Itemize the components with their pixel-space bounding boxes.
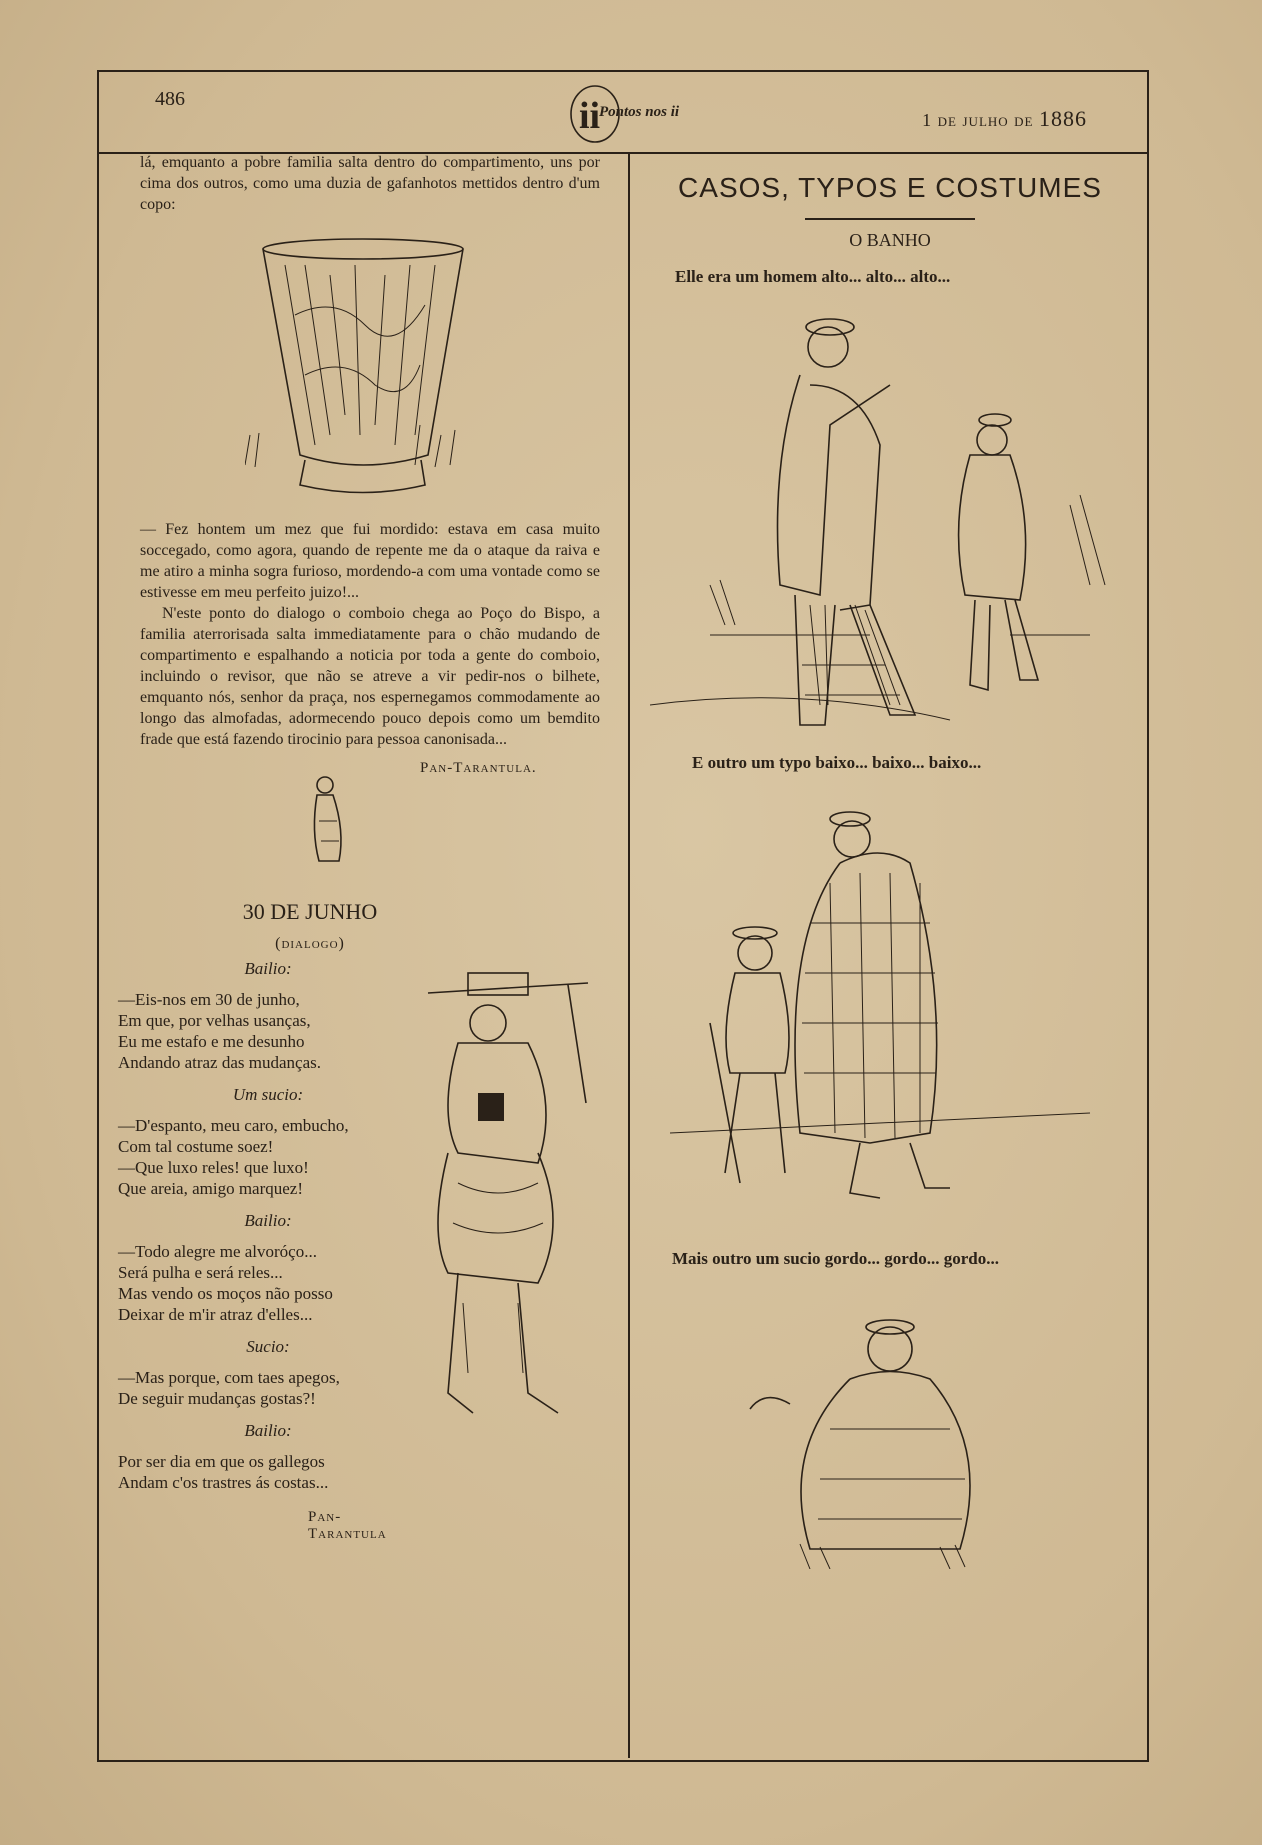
verse-line: —D'espanto, meu caro, embucho, [118,1116,349,1135]
verse-line: Deixar de m'ir atraz d'elles... [118,1305,313,1324]
paragraph-2: N'este ponto do dialogo o comboio chega ao Poço do Bispo, a familia aterrorisada salta immediatamente para o chão mudando de compartimento e espalhando a noticia por toda a gente do comboio, incluindo o revisor, que não se atreve a vir pedir-nos o bilhete, emquanto nós, senhor da praça, nos espernegamos commodamente ao longo das almofadas, adormecendo pouco depois como um bemdito frade que está fazendo tirocinio para pessoa canonisada... [140,605,600,748]
verse-line: Com tal costume soez! [118,1137,274,1156]
verse-line: —Mas porque, com taes apegos, [118,1368,340,1387]
left-column [118,150,600,1543]
masthead-logo [565,76,697,146]
speaker-label: Sucio: [246,1337,290,1356]
caption-fat-man: Mais outro um sucio gordo... gordo... gordo... [672,1249,999,1268]
title-rule [805,218,975,220]
caption-tall-man: Elle era um homem alto... alto... alto... [675,267,951,286]
verse-line: Andam c'os trastres ás costas... [118,1473,329,1492]
speaker-label: Bailio: [244,1211,292,1230]
verse-line: —Todo alegre me alvoróço... [118,1242,317,1261]
column-divider [628,152,630,1758]
section-title: CASOS, TYPOS E COSTUMES [678,172,1102,203]
caption-short-man: E outro um typo baixo... baixo... baixo... [692,753,982,772]
verse-line: Será pulha e será reles... [118,1263,283,1282]
verse-line: Em que, por velhas usanças, [118,1011,311,1030]
verse-line: Por ser dia em que os gallegos [118,1452,325,1471]
signature-1: Pan-Tarantula. [420,760,537,776]
short-man-illustration [670,803,1120,1203]
verse-line: Mas vendo os moços não posso [118,1284,333,1303]
porter-illustration [418,953,598,1433]
verse-line: Que areia, amigo marquez! [118,1179,304,1198]
vignette-illustration [305,771,355,871]
svg-text:ii: ii [579,95,601,137]
verse-line: —Eis-nos em 30 de junho, [118,990,300,1009]
issue-date [922,106,1087,132]
paragraph-1: — Fez hontem um mez que fui mordido: estava em casa muito soccegado, como agora, quando de repente me da o ataque da raiva e me atiro a minha sogra furioso, mordendo-a com uma vontade como se estivesse em meu perfeito juizo!... [140,521,600,601]
poem [118,959,600,1543]
speaker-label: Bailio: [244,959,292,978]
speaker-label: Bailio: [244,1421,292,1440]
fat-man-illustration [740,1309,1000,1569]
right-column [650,150,1130,1569]
poem-subtitle: (dialogo) [275,935,345,952]
poem-title: 30 DE JUNHO [242,899,378,924]
tall-man-illustration [650,305,1120,745]
verse-line: De seguir mudanças gostas?! [118,1389,316,1408]
issue-year: 1886 [1039,106,1087,131]
verse-line: Eu me estafo e me desunho [118,1032,305,1051]
section-subtitle: O BANHO [849,230,931,250]
issue-date-text: 1 de julho de [922,110,1034,130]
glass-illustration [245,235,475,505]
verse-line: Andando atraz das mudanças. [118,1053,321,1072]
page-number: 486 [155,88,185,110]
page-header [97,70,1147,154]
signature-2: Pan-Tarantula [308,1509,387,1542]
masthead-text: Pontos nos ii [599,104,680,120]
verse-line: —Que luxo reles! que luxo! [118,1158,309,1177]
intro-paragraph: lá, emquanto a pobre familia salta dentro do compartimento, uns por cima dos outros, como uma duzia de gafanhotos mettidos dentro d'um copo: [140,154,600,213]
speaker-label: Um sucio: [232,1085,304,1104]
